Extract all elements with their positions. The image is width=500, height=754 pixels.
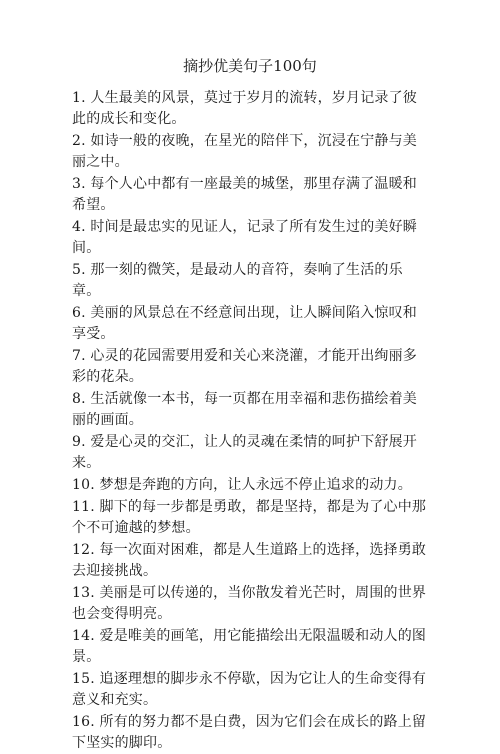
sentence-item: 1. 人生最美的风景，莫过于岁月的流转，岁月记录了彼此的成长和变化。 — [72, 90, 418, 127]
sentence-item: 10. 梦想是奔跑的方向，让人永远不停止追求的动力。 — [72, 477, 412, 493]
sentence-item: 14. 爱是唯美的画笔，用它能描绘出无限温暖和动人的图景。 — [72, 628, 427, 665]
sentence-item: 7. 心灵的花园需要用爱和关心来浇灌，才能开出绚丽多彩的花朵。 — [72, 348, 418, 385]
sentence-item: 11. 脚下的每一步都是勇敢，都是坚持，都是为了心中那个不可逾越的梦想。 — [72, 499, 427, 536]
sentence-item: 4. 时间是最忠实的见证人，记录了所有发生过的美好瞬间。 — [72, 219, 418, 256]
sentence-item: 13. 美丽是可以传递的，当你散发着光芒时，周围的世界也会变得明亮。 — [72, 585, 427, 622]
sentence-item: 3. 每个人心中都有一座最美的城堡，那里存满了温暖和希望。 — [72, 176, 418, 213]
sentence-list — [72, 88, 428, 754]
sentence-item: 15. 追逐理想的脚步永不停歇，因为它让人的生命变得有意义和充实。 — [72, 671, 427, 708]
sentence-item: 6. 美丽的风景总在不经意间出现，让人瞬间陷入惊叹和享受。 — [72, 305, 418, 342]
sentence-item: 12. 每一次面对困难，都是人生道路上的选择，选择勇敢去迎接挑战。 — [72, 542, 427, 579]
sentence-item: 2. 如诗一般的夜晚，在星光的陪伴下，沉浸在宁静与美丽之中。 — [72, 133, 418, 170]
sentence-item: 16. 所有的努力都不是白费，因为它们会在成长的路上留下坚实的脚印。 — [72, 714, 427, 751]
document-title: 摘抄优美句子100句 — [183, 57, 317, 75]
sentence-item: 8. 生活就像一本书，每一页都在用幸福和悲伤描绘着美丽的画面。 — [72, 391, 418, 428]
sentence-item: 5. 那一刻的微笑，是最动人的音符，奏响了生活的乐章。 — [72, 262, 403, 299]
sentence-item: 9. 爱是心灵的交汇，让人的灵魂在柔情的呵护下舒展开来。 — [72, 434, 418, 471]
